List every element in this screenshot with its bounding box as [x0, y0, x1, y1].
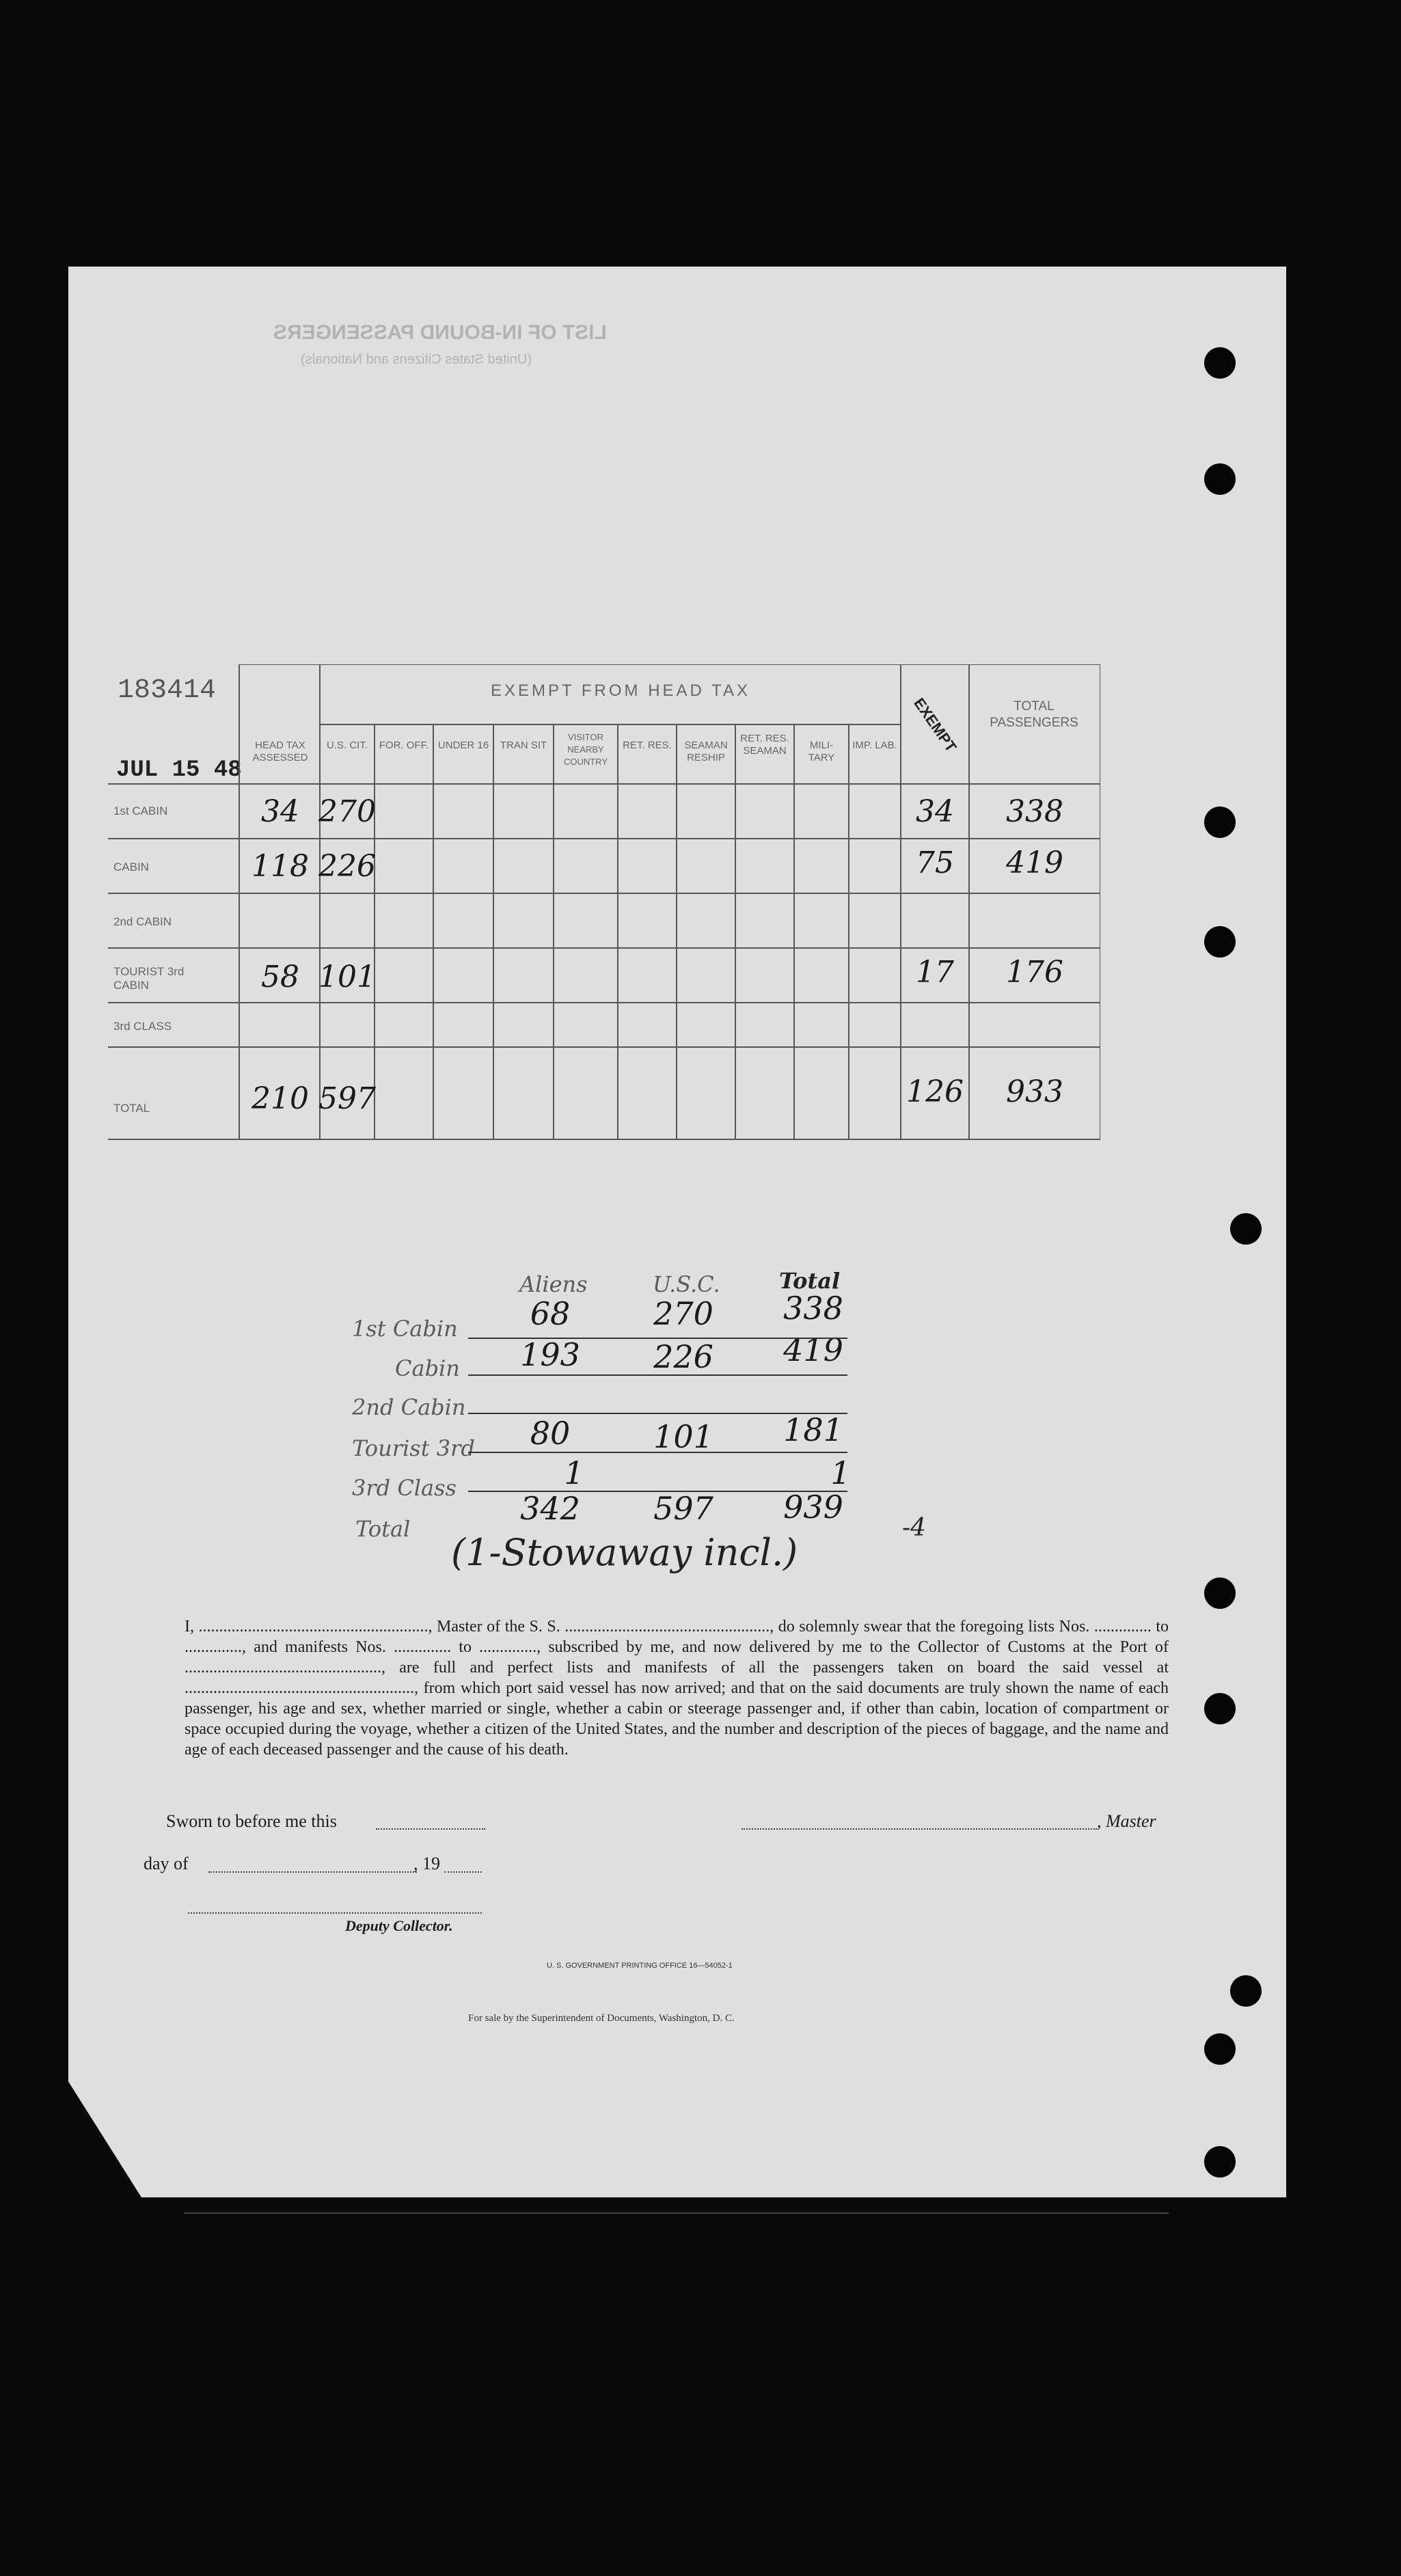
summary-row-label: 3rd Class — [352, 1475, 457, 1501]
col-header-imp-lab: IMP. LAB. — [852, 740, 897, 751]
summary-aliens: 193 — [520, 1336, 580, 1373]
grand-total: 933 — [1006, 1074, 1063, 1109]
summary-aliens: 68 — [530, 1295, 571, 1332]
us-cit-total: 597 — [318, 1081, 376, 1116]
exempt-value: 34 — [916, 794, 954, 829]
head-tax-value: 118 — [251, 849, 309, 884]
us-cit-value: 226 — [318, 849, 376, 884]
row-label: TOURIST 3rd CABIN — [113, 965, 185, 992]
col-header-for-off: FOR. OFF. — [379, 740, 429, 751]
master-signature-line — [742, 1828, 1097, 1830]
master-label: , Master — [1097, 1811, 1156, 1831]
summary-total: 419 — [783, 1331, 843, 1368]
summary-total: 939 — [783, 1489, 843, 1526]
row-label-total: TOTAL — [113, 1102, 150, 1115]
summary-aliens: 1 — [564, 1454, 584, 1491]
col-header-under-16: UNDER 16 — [437, 740, 489, 751]
day-of-line — [208, 1871, 417, 1873]
row-label: 3rd CLASS — [113, 1020, 172, 1033]
row-label: 2nd CABIN — [113, 915, 172, 928]
exempt-total: 126 — [906, 1074, 964, 1109]
summary-header-aliens: Aliens — [519, 1271, 588, 1297]
us-cit-value: 270 — [318, 794, 376, 829]
col-header-head-tax: HEAD TAX ASSESSED — [252, 740, 308, 763]
exempt-handwritten-label: EXEMPT — [910, 694, 960, 755]
sale-notice: For sale by the Superintendent of Documents, Washington, D. C. — [468, 2013, 735, 2024]
col-header-seaman-reship: SEAMAN RESHIP — [684, 740, 728, 763]
side-mark: -4 — [902, 1514, 927, 1542]
summary-total: 181 — [783, 1411, 843, 1448]
faded-list-subtitle: (United States Citizens and Nationals) — [301, 352, 532, 367]
head-tax-value: 34 — [261, 794, 299, 829]
deputy-signature-line — [188, 1912, 482, 1914]
col-header-ret-res-seaman: RET. RES. SEAMAN — [740, 733, 789, 757]
summary-header-usc: U.S.C. — [653, 1271, 720, 1297]
col-header-us-cit: U.S. CIT. — [326, 740, 368, 751]
summary-aliens: 80 — [530, 1415, 571, 1452]
summary-row-label: 2nd Cabin — [352, 1394, 466, 1420]
col-header-visitor: VISITOR NEARBY COUNTRY — [563, 732, 608, 767]
col-header-military: MILI- TARY — [808, 740, 835, 763]
day-of-label: day of — [144, 1854, 189, 1873]
summary-total: 338 — [783, 1290, 843, 1327]
col-header-total-passengers: TOTAL PASSENGERS — [990, 699, 1078, 730]
summary-total: 1 — [830, 1454, 851, 1491]
summary-row-label: Total — [355, 1516, 411, 1542]
deputy-collector-label: Deputy Collector. — [345, 1917, 453, 1934]
head-tax-total: 210 — [251, 1081, 309, 1116]
summary-row-label: Tourist 3rd — [352, 1435, 475, 1461]
summary-usc: 101 — [653, 1418, 713, 1455]
year-line — [444, 1871, 482, 1873]
summary-usc: 270 — [653, 1295, 713, 1332]
row-label: CABIN — [113, 860, 149, 873]
row-label: 1st CABIN — [113, 804, 168, 817]
year-label: , 19 — [413, 1854, 440, 1873]
oath-paragraph: I, ........................................................, Master of the S. S. .................................................., do solemnly swear that the foregoing lists Nos. .............. to .............., and manifests Nos. .............. to .............., subscribed by me, and now delivered by me to the Collector of Customs at the Port of ................................................, are full and perfect lists and manifests of all the passengers taken on board the said vessel at ........................................................, from which port said vessel has now arrived; and that on the said documents are truly shown the name of each passenger, his age and sex, whether married or single, whether a cabin or steerage passenger and, if other than cabin, location of compartment or space occupied during the voyage, whether a citizen of the United States, and the number and description of the pieces of baggage, and the name and age of each deceased passenger and the cause of his death. — [185, 1618, 1169, 1759]
exempt-header: EXEMPT FROM HEAD TAX — [490, 681, 751, 700]
exempt-value: 75 — [916, 845, 954, 880]
exempt-value: 17 — [916, 955, 954, 990]
total-value: 176 — [1006, 955, 1063, 990]
head-tax-value: 58 — [261, 960, 299, 994]
faded-list-title: LIST OF IN-BOUND PASSENGERS — [273, 321, 607, 344]
sworn-date-line — [376, 1828, 485, 1830]
summary-row-label: 1st Cabin — [352, 1316, 458, 1342]
us-cit-value: 101 — [318, 960, 376, 994]
manifest-stamp-number: 183414 — [118, 675, 217, 706]
summary-row-label: Cabin — [395, 1355, 460, 1381]
col-header-transit: TRAN SIT — [500, 740, 547, 751]
total-value: 419 — [1006, 845, 1063, 880]
summary-aliens: 342 — [520, 1490, 580, 1527]
summary-header-total: Total — [779, 1268, 841, 1294]
gpo-imprint: U. S. GOVERNMENT PRINTING OFFICE 16—54052-1 — [547, 1962, 733, 1970]
sworn-label: Sworn to before me this — [166, 1811, 337, 1831]
summary-usc: 226 — [653, 1338, 713, 1375]
total-value: 338 — [1006, 794, 1063, 829]
stowaway-note: (1-Stowaway incl.) — [451, 1531, 798, 1574]
manifest-stamp-date: JUL 15 48 — [116, 757, 242, 783]
col-header-ret-res: RET. RES. — [623, 740, 672, 751]
summary-usc: 597 — [653, 1490, 713, 1527]
